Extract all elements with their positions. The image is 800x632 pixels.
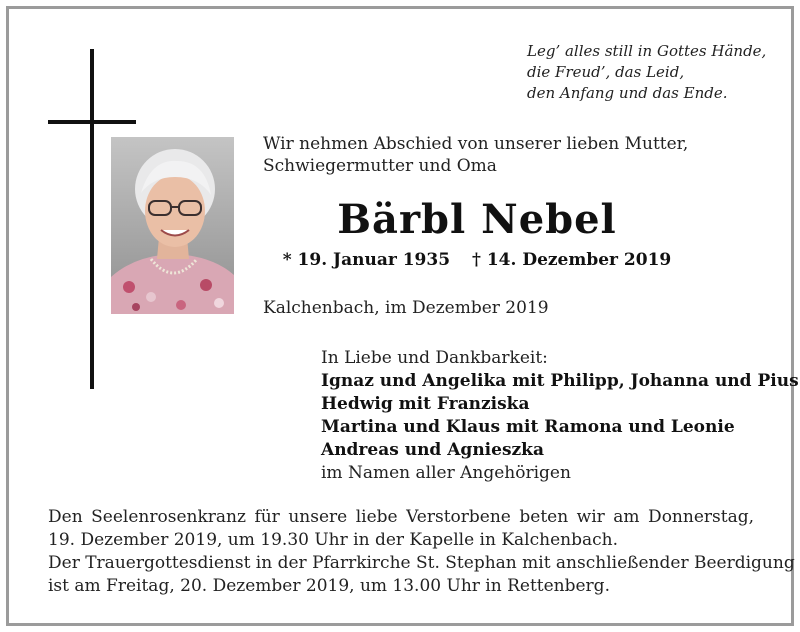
mourner-family: Ignaz und Angelika mit Philipp, Johanna und Pius (321, 371, 799, 391)
portrait-photo (111, 137, 234, 314)
funeral-line: Den Seelenrosenkranz für unsere liebe Verstorbene beten wir am Donnerstag, (48, 507, 754, 527)
mourners-intro: In Liebe und Dankbarkeit: (321, 348, 548, 368)
funeral-line: Der Trauergottesdienst in der Pfarrkirche St. Stephan mit anschließender Beerdigung (48, 553, 795, 573)
funeral-line: ist am Freitag, 20. Dezember 2019, um 13.00 Uhr in Rettenberg. (48, 576, 610, 596)
mourner-family: Andreas und Agnieszka (321, 440, 544, 460)
place-and-date: Kalchenbach, im Dezember 2019 (263, 298, 549, 318)
mourners-list (321, 347, 799, 485)
deceased-name: Bärbl Nebel (337, 196, 617, 243)
obituary-notice (6, 6, 799, 626)
verse-line: den Anfang und das Ende. (527, 84, 728, 102)
life-dates (263, 249, 691, 271)
death-date: † 14. Dezember 2019 (472, 250, 672, 270)
verse-line: Leg’ alles still in Gottes Hände, (527, 42, 767, 60)
intro-line: Wir nehmen Abschied von unserer lieben Mutter, (263, 134, 689, 154)
funeral-line: 19. Dezember 2019, um 19.30 Uhr in der Kapelle in Kalchenbach. (48, 530, 618, 550)
mourner-family: Hedwig mit Franziska (321, 394, 530, 414)
portrait-illustration (111, 137, 234, 314)
intro-line: Schwiegermutter und Oma (263, 156, 497, 176)
mourner-family: Martina und Klaus mit Ramona und Leonie (321, 417, 735, 437)
intro-text (263, 133, 688, 177)
mourners-closing: im Namen aller Angehörigen (321, 463, 571, 483)
birth-date: * 19. Januar 1935 (282, 250, 451, 270)
verse-line: die Freud’, das Leid, (527, 63, 685, 81)
cross-icon (90, 49, 94, 389)
funeral-details (48, 506, 795, 598)
cross-icon-crossbar (48, 120, 136, 124)
verse-quote (527, 41, 766, 104)
